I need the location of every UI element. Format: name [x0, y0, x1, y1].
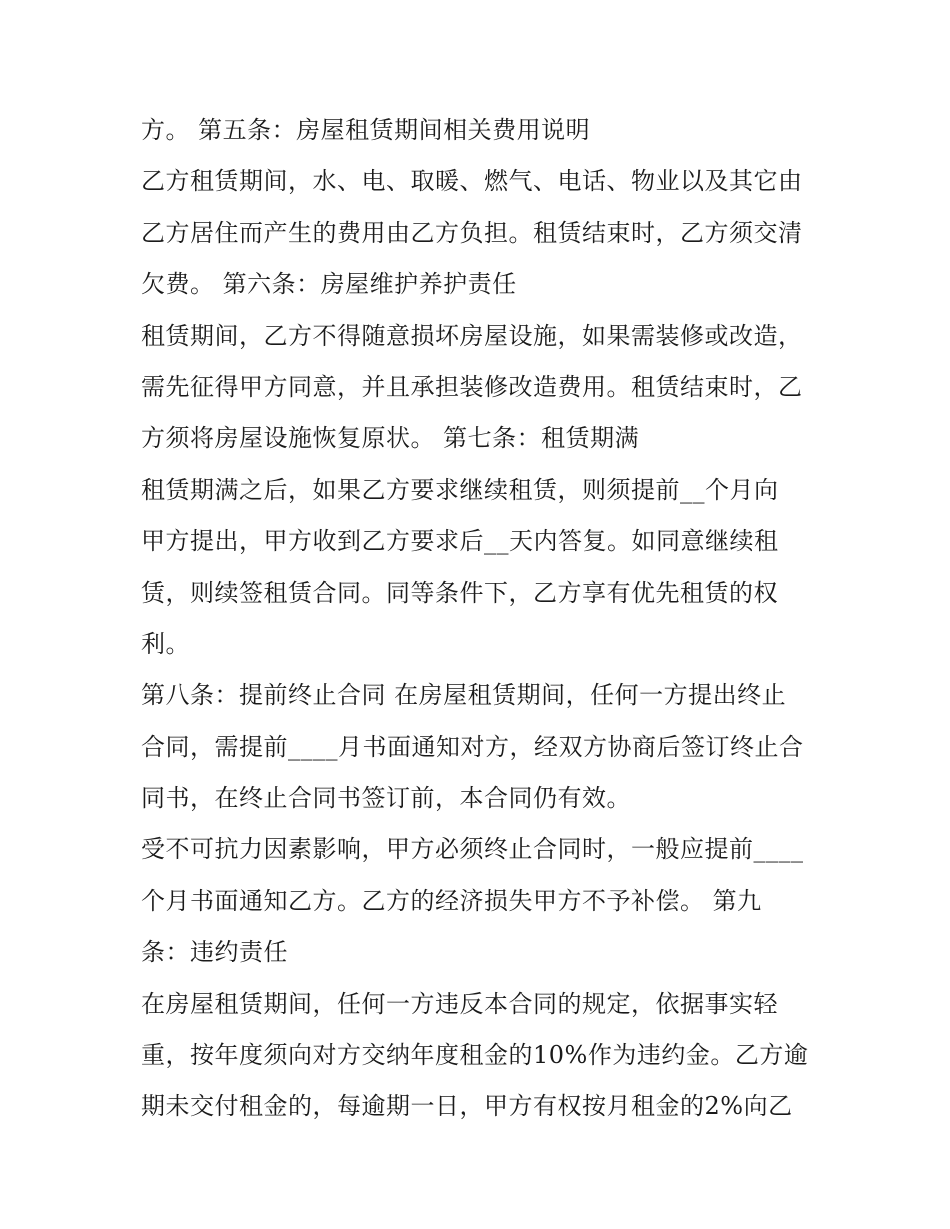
text-line: 第八条：提前终止合同 在房屋租赁期间，任何一方提出终止 [141, 681, 787, 710]
document-body [141, 110, 831, 1138]
text-line: 利。 [141, 629, 190, 658]
text-line: 期未交付租金的，每逾期一日，甲方有权按月租金的2%向乙 [141, 1092, 793, 1121]
text-line: 乙方居住而产生的费用由乙方负担。租赁结束时，乙方须交清 [141, 218, 803, 247]
text-line: 方。 第五条：房屋租赁期间相关费用说明 [141, 116, 591, 144]
text-line: 租赁期满之后，如果乙方要求继续租赁，则须提前__个月向 [141, 475, 779, 504]
text-line: 租赁期间，乙方不得随意损坏房屋设施，如果需装修或改造， [141, 321, 803, 350]
text-line: 合同，需提前____月书面通知对方，经双方协商后签订终止合 [141, 732, 804, 761]
text-line: 甲方提出，甲方收到乙方要求后__天内答复。如同意继续租 [141, 527, 779, 556]
text-line: 同书，在终止合同书签订前，本合同仍有效。 [141, 784, 631, 813]
text-line: 受不可抗力因素影响，甲方必须终止合同时，一般应提前____ [141, 835, 804, 864]
text-line: 在房屋租赁期间，任何一方违反本合同的规定，依据事实轻 [141, 989, 778, 1018]
text-line: 方须将房屋设施恢复原状。 第七条：租赁期满 [141, 424, 640, 453]
text-line: 乙方租赁期间，水、电、取暖、燃气、电话、物业以及其它由 [141, 167, 803, 196]
text-line: 个月书面通知乙方。乙方的经济损失甲方不予补偿。 第九 [141, 886, 762, 915]
text-line: 重，按年度须向对方交纳年度租金的10%作为违约金。乙方逾 [141, 1041, 809, 1070]
text-line: 条：违约责任 [141, 938, 288, 967]
text-line: 需先征得甲方同意，并且承担装修改造费用。租赁结束时，乙 [141, 372, 803, 401]
text-line: 欠费。 第六条：房屋维护养护责任 [141, 270, 517, 299]
text-line: 赁，则续签租赁合同。同等条件下，乙方享有优先租赁的权 [141, 578, 778, 607]
